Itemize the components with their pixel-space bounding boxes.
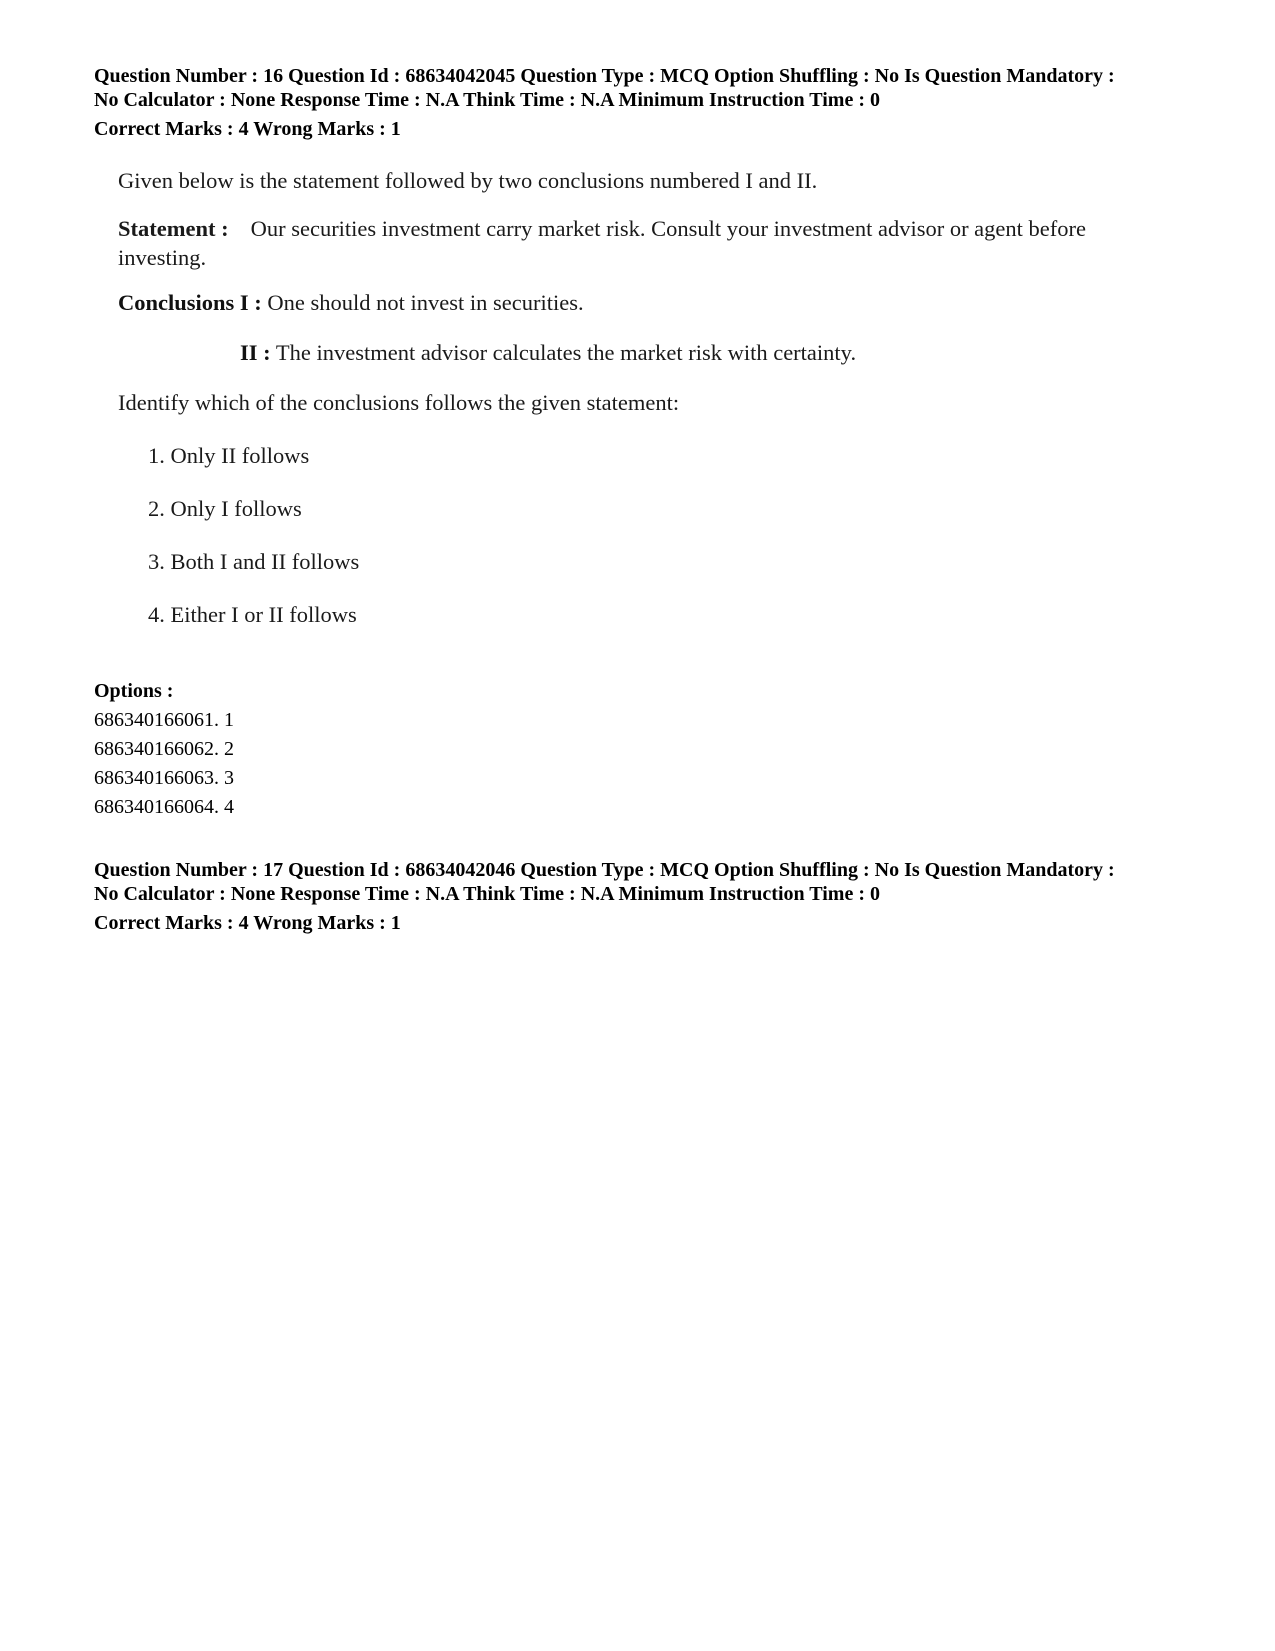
option-1: 686340166061. 1 <box>94 709 234 731</box>
option-4: 686340166064. 4 <box>94 796 234 818</box>
question-prompt: Identify which of the conclusions follows the given statement: <box>118 390 680 415</box>
conclusion-1-text: One should not invest in securities. <box>267 290 584 315</box>
conclusion-2 <box>240 340 856 366</box>
statement-text: Our securities investment carry market risk. Consult your investment advisor or agent before investing. <box>118 216 1086 270</box>
conclusion-2-text: The investment advisor calculates the market risk with certainty. <box>275 340 857 365</box>
question-17-meta-line1: Question Number : 17 Question Id : 68634042046 Question Type : MCQ Option Shuffling : No Is Question Mandatory : <box>94 859 1115 881</box>
option-2: 686340166062. 2 <box>94 738 234 760</box>
question-17-meta <box>94 858 1204 906</box>
statement-label: Statement : <box>118 216 229 241</box>
choice-2: 2. Only I follows <box>148 496 302 521</box>
question-17-meta-line2: No Calculator : None Response Time : N.A Think Time : N.A Minimum Instruction Time : 0 <box>94 883 880 905</box>
options-title: Options : <box>94 680 174 702</box>
question-16-meta-line2: No Calculator : None Response Time : N.A Think Time : N.A Minimum Instruction Time : 0 <box>94 89 880 111</box>
conclusion-2-label: II : <box>240 340 271 365</box>
question-16-marks: Correct Marks : 4 Wrong Marks : 1 <box>94 118 401 140</box>
question-16-meta-line1: Question Number : 16 Question Id : 68634042045 Question Type : MCQ Option Shuffling : No Is Question Mandatory : <box>94 65 1115 87</box>
conclusion-1-label: Conclusions I : <box>118 290 262 315</box>
statement <box>118 214 1168 272</box>
conclusion-1 <box>118 290 584 316</box>
question-16-body <box>118 168 1178 658</box>
question-16-meta <box>94 64 1204 112</box>
choice-1: 1. Only II follows <box>148 443 310 468</box>
question-intro: Given below is the statement followed by two conclusions numbered I and II. <box>118 168 818 193</box>
option-3: 686340166063. 3 <box>94 767 234 789</box>
choice-4: 4. Either I or II follows <box>148 602 357 627</box>
choice-3: 3. Both I and II follows <box>148 549 360 574</box>
question-17-marks: Correct Marks : 4 Wrong Marks : 1 <box>94 912 401 934</box>
